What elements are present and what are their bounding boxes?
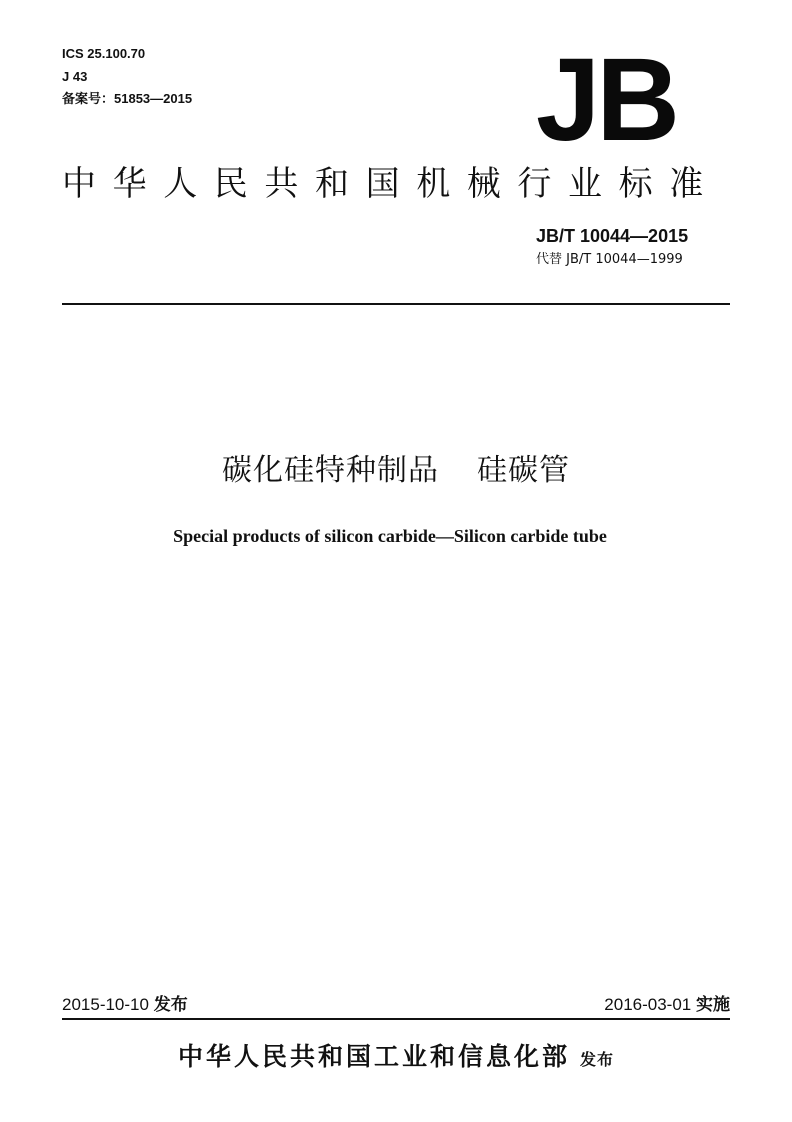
issue-label: 发布 xyxy=(153,995,188,1015)
ccs-code: J 43 xyxy=(62,69,88,84)
title-chinese-sub: 硅碳管 xyxy=(477,453,570,488)
replaces-label: 代替 xyxy=(536,252,563,267)
jb-logo: JB xyxy=(536,34,676,166)
issuer-name: 中华人民共和国工业和信息化部 xyxy=(177,1042,570,1071)
org-title: 中华人民共和国机械行业标准 xyxy=(62,164,720,204)
filing-label: 备案号： xyxy=(62,91,115,106)
implementation-label: 实施 xyxy=(696,995,730,1015)
bottom-divider xyxy=(62,1018,730,1020)
issuer-suffix: 发布 xyxy=(580,1050,615,1069)
filing-number xyxy=(62,91,192,107)
filing-value: 51853—2015 xyxy=(114,91,193,106)
replaces-number: JB/T 10044—1999 xyxy=(566,252,683,267)
top-divider xyxy=(62,303,730,305)
issue-date-value: 2015-10-10 xyxy=(62,995,149,1014)
title-english: Special products of silicon carbide—Silicon carbide tube xyxy=(173,526,607,546)
implementation-date-value: 2016-03-01 xyxy=(604,995,692,1014)
issuer xyxy=(0,1040,792,1077)
title-chinese-main: 碳化硅特种制品 xyxy=(222,453,439,488)
replaces-line xyxy=(536,252,683,268)
standard-number: JB/T 10044—2015 xyxy=(536,226,689,246)
ics-code: ICS 25.100.70 xyxy=(62,46,146,61)
implementation-date xyxy=(604,994,730,1016)
title-chinese xyxy=(0,451,792,491)
issue-date xyxy=(62,994,188,1016)
